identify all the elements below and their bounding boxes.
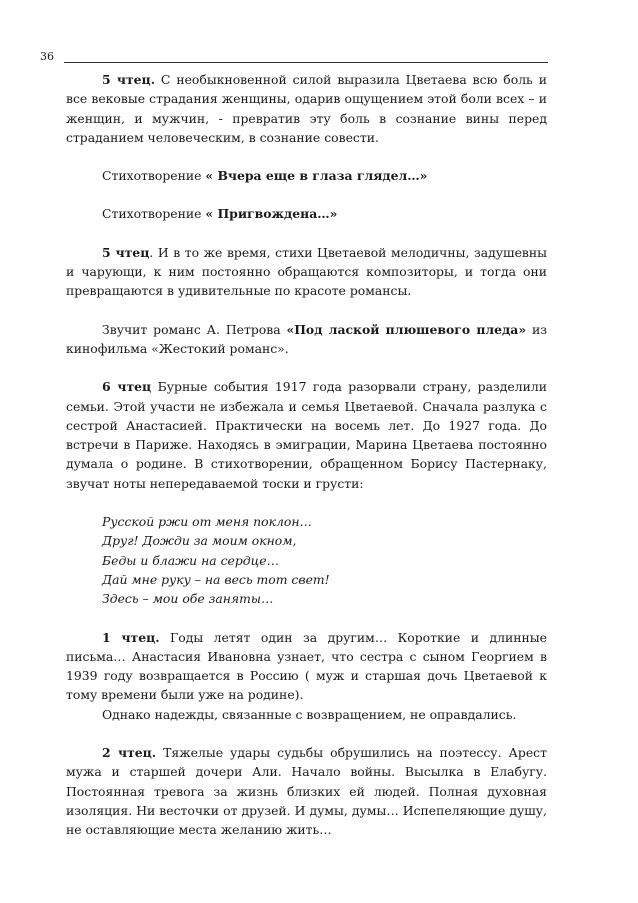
- announcement-prefix: Стихотворение: [102, 206, 206, 222]
- paragraph-text: . И в то же время, стихи Цветаевой мелодичны, задушевны и чарующи, к ним постоянно обращаются композиторы, и тогда они превращаются в удивительные по красоте романсы.: [66, 244, 547, 299]
- announcement-suffix: из кинофильма «Жестокий романс».: [66, 321, 547, 356]
- speaker-label: 6 чтец: [102, 379, 152, 395]
- speaker-label: 5 чтец: [102, 244, 150, 260]
- poem-line: Беды и блажи на сердце…: [102, 552, 279, 568]
- paragraph-reader-1: [66, 628, 547, 705]
- page-content: [66, 70, 547, 840]
- poem-announcement-1: [66, 166, 547, 185]
- page-number: 36: [40, 50, 54, 63]
- speaker-label: 1 чтец.: [102, 629, 160, 645]
- poem-line: Друг! Дожди за моим окном,: [102, 533, 297, 549]
- poem-line: Здесь – мои обе заняты…: [102, 591, 274, 607]
- poem-title: « Пригвождена…»: [205, 206, 338, 222]
- speaker-label: 5 чтец.: [102, 72, 156, 87]
- paragraph-reader-6: [66, 377, 547, 493]
- paragraph-reader-2: [66, 743, 547, 839]
- paragraph-reader-5-intro: [66, 70, 547, 147]
- poem-announcement-2: [66, 204, 547, 223]
- romance-announcement: [66, 320, 547, 359]
- paragraph-text: Однако надежды, связанные с возвращением, не оправдались.: [102, 706, 517, 722]
- paragraph-text: Бурные события 1917 года разорвали страну, разделили семьи. Этой участи не избежала и семья Цветаевой. Сначала разлука с сестрой Анастасией. Практически на восемь лет. До 1927 года. До встречи в Париже. Находясь в эмиграции, Марина Цветаева постоянно думала о родине. В стихотворении, обращенном Борису Пастернаку, звучат ноты непередаваемой тоски и грусти:: [66, 379, 547, 491]
- paragraph-hopes: [66, 705, 547, 724]
- poem-line: Дай мне руку – на весь тот свет!: [102, 571, 330, 587]
- paragraph-reader-5-romance: [66, 243, 547, 301]
- poem-excerpt: [66, 512, 547, 608]
- announcement-prefix: Стихотворение: [102, 168, 206, 184]
- poem-line: Русской ржи от меня поклон…: [102, 514, 312, 530]
- header-rule: [64, 62, 548, 63]
- speaker-label: 2 чтец.: [102, 745, 157, 761]
- paragraph-text: С необыкновенной силой выразила Цветаева всю боль и все вековые страдания женщины, одарив ощущением этой боли всех – и женщин, и мужчин, - превратив эту боль в сознание вины перед страданием человеческим, в сознание совести.: [66, 72, 547, 145]
- poem-title: « Вчера еще в глаза глядел…»: [205, 168, 428, 184]
- paragraph-text: Годы летят один за другим… Короткие и длинные письма… Анастасия Ивановна узнает, что сестра с сыном Георгием в 1939 году возвращается в Россию ( муж и старшая дочь Цветаевой к тому времени были уже на родине).: [66, 629, 547, 703]
- romance-title: «Под лаской плюшевого пледа»: [286, 321, 527, 337]
- announcement-prefix: Звучит романс А. Петрова: [102, 321, 287, 337]
- paragraph-text: Тяжелые удары судьбы обрушились на поэтессу. Арест мужа и старшей дочери Али. Начало войны. Высылка в Елабугу. Постоянная тревога за жизнь близких ей людей. Полная духовная изоляция. Ни весточки от друзей. И думы, думы… Испепеляющие душу, не оставляющие места желанию жить…: [66, 745, 547, 838]
